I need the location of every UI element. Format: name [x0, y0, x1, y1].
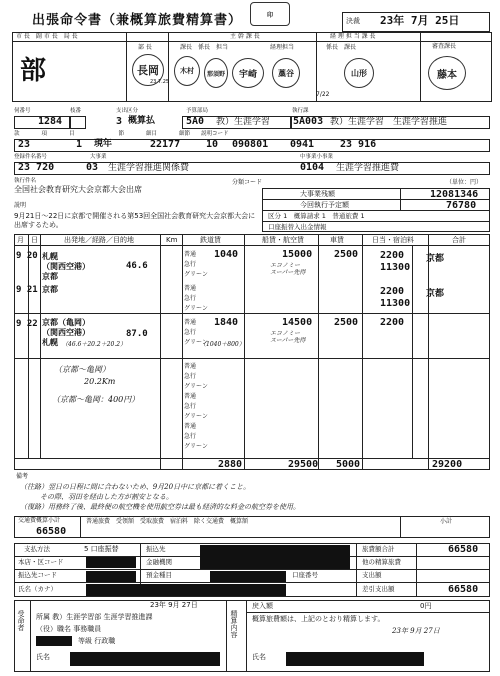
amount-label-4: 口座振替入出金情報	[268, 223, 327, 231]
row1-rail-sub: 普通 急行 グリーン	[184, 251, 208, 278]
year-value: 現年	[94, 139, 113, 149]
explanation-label: 説明	[14, 202, 27, 209]
pay-label-type: 預金種目	[146, 571, 172, 579]
pay-label-net: 差引支出額	[362, 585, 395, 593]
row1-route: 札幌 （関西空港） 京都	[42, 252, 90, 281]
th-rail: 鉄道賃	[200, 236, 221, 244]
th-car: 車賃	[330, 236, 344, 244]
sum-label: 交通費概算小計	[18, 517, 61, 524]
recipient-dept: 所属 教）生涯学習部 生涯学習推進課	[36, 613, 153, 621]
bureau-name: 教）生涯学習	[216, 117, 271, 127]
hw-3: （京都〜亀岡：400円）	[52, 395, 140, 404]
subject-text: 全国社会教育研究大会京都大会出席	[14, 185, 142, 194]
pay-label-to: 振込先	[146, 545, 166, 553]
label-keiri: 経 理 担 当 課 長	[330, 33, 376, 40]
dept-name: 教）生涯学習 生涯学習推進	[330, 117, 448, 127]
total-car: 5000	[336, 459, 361, 470]
kou-value: 1	[76, 139, 83, 150]
row1-date: 9 20	[16, 251, 38, 261]
pay-label-other: 他の精算旅費	[362, 558, 401, 566]
class-label: 分類コード	[232, 179, 263, 186]
header-seal-stamp: 印	[250, 2, 290, 26]
label-yosan: 予算部局	[186, 108, 209, 114]
label-chu: 中事業小事業	[300, 154, 334, 160]
stamp-nasuno: 那須野	[204, 58, 228, 88]
hw-1: （京都〜亀岡）	[54, 365, 110, 374]
amount-label-2: 今回執行予定額	[300, 201, 349, 209]
amount-label-3: 区分 1 概算請求 1 普通旅費 1	[268, 212, 365, 220]
label-kacho: 課長 係長 担当	[180, 44, 229, 51]
row2-date: 9 21	[16, 285, 38, 295]
row3-rail-note: （1040＋800）	[200, 341, 245, 348]
row4-rail-sub: 普通 急行 グリーン 普通 急行 グリーン 普通 急行 グリーン	[184, 363, 208, 450]
labels2-row: 款 項 目 節 細目 細節 説明コード	[14, 131, 229, 137]
stamp-nagaoka: 長岡	[132, 54, 164, 86]
row3-km-note: （46.6＋20.2＋20.2）	[62, 341, 127, 348]
refund-value: 0円	[420, 602, 432, 610]
bureau-code: 5A0	[186, 116, 205, 127]
redaction-6	[36, 636, 72, 646]
shishutsu-type: 概算払	[128, 116, 156, 126]
stamp-waragai: 藁谷	[272, 58, 300, 88]
label-keiri3: 係長 課長	[326, 44, 357, 51]
label-keiri2: 経理担当	[270, 44, 295, 51]
pay-label-method: 支払方法	[24, 545, 50, 553]
recipient-position: （役）職名 事務職員	[36, 625, 102, 633]
recipient-name-label: 氏名	[36, 653, 50, 661]
moku-value: 22177	[150, 139, 181, 150]
redaction-1	[200, 545, 350, 569]
pay-label-acct: 口座番号	[292, 571, 318, 579]
row3-per: 2200	[380, 317, 405, 328]
th-air: 船賃・航空賃	[262, 236, 304, 244]
th-per: 日当・宿泊料	[372, 236, 414, 244]
row1-air-note: エコノミー スーパー先得	[270, 262, 306, 276]
label-ukagai: 伺番号	[14, 108, 31, 114]
kan-value: 23	[18, 139, 31, 150]
notes-line1: （往路）翌日の日程に間に合わないため、9月20日中に京都に着くこと。	[20, 483, 251, 491]
sum-label-sub: 小計	[440, 518, 453, 525]
recipient-date2: 23年 9月 27日	[392, 627, 440, 635]
dept-code: 5A003	[293, 116, 324, 127]
row1-rail: 1040	[214, 249, 239, 260]
total-rail: 2880	[218, 459, 243, 470]
department-kanji: 部	[20, 56, 47, 86]
explanation-text: 9月21日〜22日に京都で開催される第53回全国社会教育研究大会京都大会に出席するため。	[14, 212, 256, 229]
row3-car: 2500	[334, 317, 359, 328]
approval-row-labels: 市 長 副 市 長 局 長	[16, 33, 78, 40]
reg-value: 23 720	[18, 162, 55, 173]
saimoku-value: 090801	[232, 139, 269, 150]
pay-total: 66580	[448, 544, 479, 555]
row1-km: 46.6	[126, 261, 148, 271]
stamp-fujimoto: 藤本	[428, 56, 466, 90]
pay-method: 5 口座振替	[84, 545, 119, 553]
th-month: 月	[17, 236, 24, 244]
stamp-yamagata: 山形	[344, 58, 374, 88]
notes-line2b: 航空券は最も経済的な料金の航空券を使用。	[160, 503, 300, 511]
th-km: Km	[166, 236, 178, 244]
label-bucho: 部 長	[138, 44, 152, 51]
th-day: 日	[31, 236, 38, 244]
label-shukan: 主 幹 課 長	[230, 33, 260, 40]
pay-label-kana: 氏名（カナ）	[18, 585, 57, 593]
notes-line1b: その際、羽田を経由した方が割安となる。	[40, 493, 173, 501]
pay-label-bank: 金融機関	[146, 558, 172, 566]
form-title: 出張命令書（兼概算旅費精算書）	[32, 13, 243, 28]
redaction-7	[70, 652, 220, 666]
redaction-8	[286, 652, 424, 666]
row2-dest: 京都	[426, 289, 445, 299]
row2-rail-sub: 普通 急行 グリーン	[184, 285, 208, 312]
chu-no: 0104	[300, 162, 325, 173]
label-edaban: 枝番	[70, 108, 82, 114]
stamp-date: 23.7.25	[150, 79, 170, 85]
decision-label: 決裁	[346, 17, 360, 25]
row3-air-note: エコノミー スーパー先得	[270, 330, 306, 344]
sum-subtotal: 66580	[36, 526, 67, 537]
th-route: 出発地／経路／目的地	[64, 236, 134, 244]
redaction-5	[86, 584, 286, 596]
row3-air: 14500	[282, 317, 313, 328]
row1-car: 2500	[334, 249, 359, 260]
recipient-statement: 概算旅費額は、上記のとおり精算します。	[252, 615, 385, 623]
row1-air: 15000	[282, 249, 313, 260]
label-shishutsu: 支出区分	[116, 108, 139, 114]
code-value: 0941	[290, 139, 315, 150]
row1-dest: 京都	[426, 254, 445, 264]
hw-2: 20.2Km	[84, 377, 116, 386]
th-total: 合計	[452, 236, 466, 244]
label-shikkouka: 執行課	[292, 108, 309, 114]
row3-rail: 1840	[214, 317, 239, 328]
redaction-4	[210, 571, 286, 582]
unit-label: （単位：円）	[446, 179, 483, 186]
row3-date: 9 22	[16, 319, 38, 329]
row3-km: 87.0	[126, 329, 148, 339]
pay-label-branch: 本店・区コード	[18, 558, 64, 566]
redaction-2	[86, 557, 136, 568]
settle-label: 精算内容	[230, 610, 238, 638]
dai-no: 03	[86, 162, 99, 173]
total-per: 29200	[432, 459, 463, 470]
notes-label: 備考	[16, 473, 29, 480]
row3-route: 京都（亀岡） （関西空港） 札幌	[42, 318, 90, 347]
row1-per: 2200 11300	[380, 250, 411, 273]
pay-label-out: 支出額	[362, 571, 382, 579]
chu-name: 生涯学習推進費	[336, 163, 400, 173]
amount-value-1: 12081346	[430, 189, 479, 200]
amount-label-1: 大事業残額	[300, 190, 335, 198]
pay-label-code: 振込先コード	[18, 571, 57, 579]
stamp-uzaki: 宇崎	[232, 58, 264, 88]
pay-net: 66580	[448, 584, 479, 595]
recipient-date: 23年 9月 27日	[150, 601, 198, 609]
decision-date: 23年 7月 25日	[380, 14, 460, 27]
ukagai-number: 1284	[38, 116, 63, 127]
stamp-date2: 7/22	[316, 91, 330, 98]
redaction-3	[86, 571, 136, 582]
misc-value: 23 916	[340, 139, 377, 150]
pay-label-total: 旅費額合計	[362, 545, 395, 553]
label-shinsa: 審査課長	[432, 43, 457, 50]
dai-name: 生涯学習推進関係費	[108, 163, 190, 173]
row2-route: 京都	[42, 285, 58, 294]
edaban-value: 3	[116, 116, 123, 127]
refund-label: 戻入額	[252, 602, 273, 610]
label-dai: 大事業	[90, 154, 107, 160]
row3-rail-sub: 普通 急行 グリーン	[184, 319, 208, 346]
amount-value-2: 76780	[446, 200, 477, 211]
recipient-grade: 等級 行政職	[78, 637, 116, 645]
row2-per: 2200 11300	[380, 286, 411, 309]
recipient-label: 受命者	[17, 610, 25, 631]
sum-labels-mid: 普通旅費 受領額 受取旅費 宿泊料 除く交通費 概算額	[86, 518, 249, 525]
stamp-kimura: 木村	[174, 56, 200, 86]
recipient-name2-label: 氏名	[252, 653, 266, 661]
notes-line2: （復路）用務終了後、最終便の航空機を使用。	[20, 503, 167, 511]
subject-label: 執行件名	[14, 178, 37, 184]
total-air: 29500	[288, 459, 319, 470]
label-reg: 登録件名番号	[14, 154, 48, 160]
edaban-box	[70, 116, 86, 129]
setsu-value: 10	[206, 139, 219, 150]
